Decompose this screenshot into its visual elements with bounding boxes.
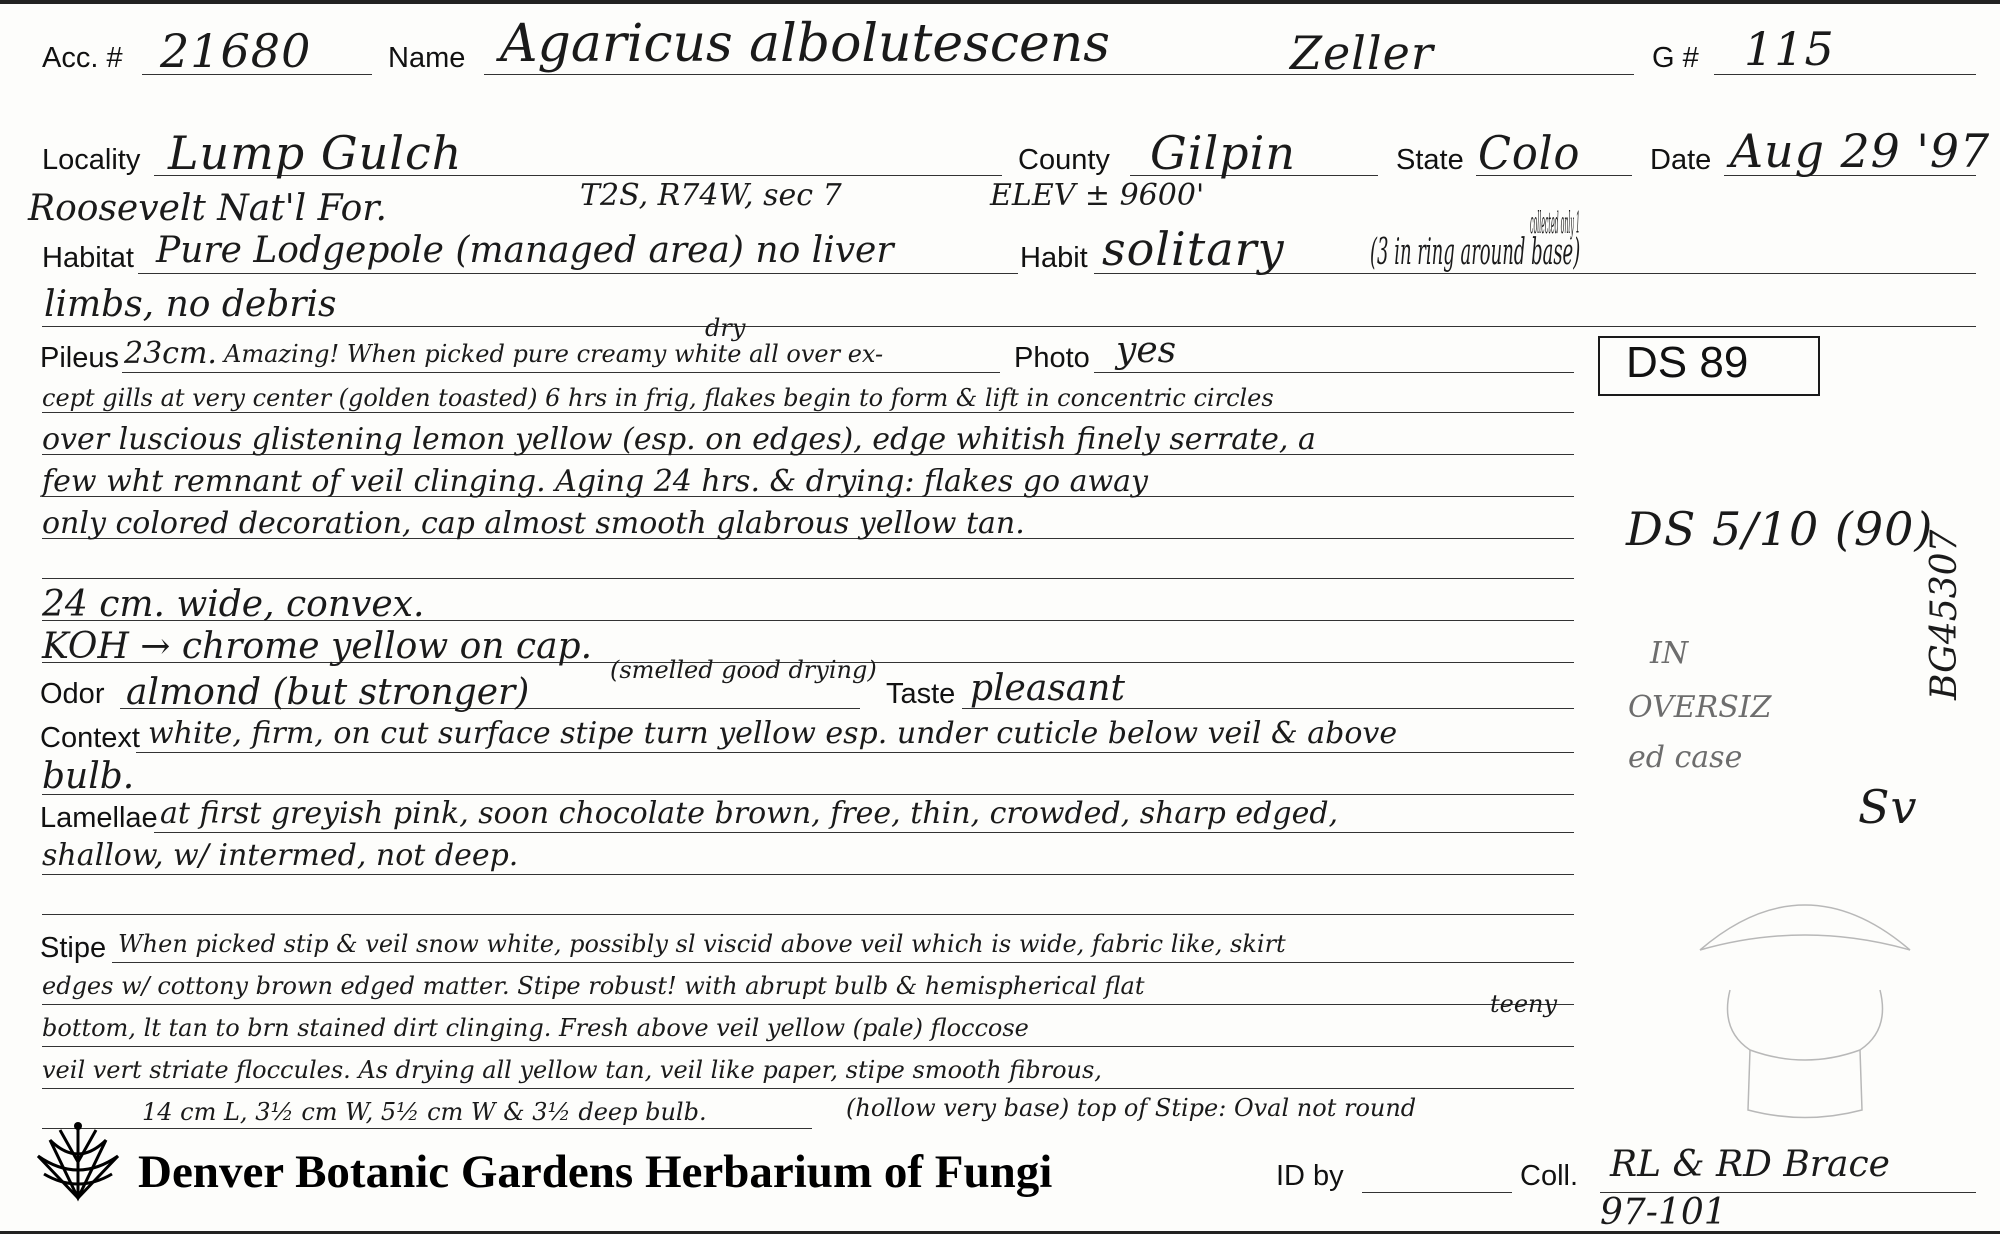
stipe-rule-3 — [42, 1046, 1574, 1047]
date-label: Date — [1650, 144, 1712, 176]
stipe-insert: teeny — [1490, 990, 1558, 1018]
name-value: Agaricus albolutescens — [500, 14, 1110, 74]
habit-paren: (3 in ring around base) — [1370, 232, 1581, 273]
name-rule — [484, 74, 1634, 75]
elevation-note: ELEV ± 9600' — [990, 178, 1205, 213]
habit-value: solitary — [1102, 222, 1285, 276]
stipe-note: (hollow very base) top of Stipe: Oval not round — [846, 1094, 1417, 1122]
ds510-note: DS 5/10 (90) — [1626, 502, 1934, 556]
lamellae-label: Lamellae — [40, 802, 158, 834]
pileus-rule — [122, 372, 1000, 373]
context-line-2: bulb. — [42, 756, 135, 797]
odor-value: almond (but stronger) — [126, 672, 530, 713]
taste-value: pleasant — [970, 668, 1125, 709]
taste-label: Taste — [886, 678, 956, 710]
pileus-line-4: few wht remnant of veil clinging. Aging 24 hrs. & drying: flakes go away — [42, 464, 1148, 499]
footer-title: Denver Botanic Gardens Herbarium of Fungi — [138, 1146, 1053, 1198]
context-line-1: white, firm, on cut surface stipe turn yellow esp. under cuticle below veil & above — [148, 716, 1398, 751]
photo-label: Photo — [1014, 342, 1090, 374]
coll-value: RL & RD Brace — [1610, 1144, 1890, 1185]
coll-label: Coll. — [1520, 1160, 1579, 1192]
stipe-line-4: veil vert striate floccules. As drying all yellow tan, veil like paper, stipe smooth fibrous, — [42, 1056, 1102, 1084]
stipe-rule-5 — [42, 1128, 812, 1129]
lamellae-rule-2 — [42, 874, 1574, 875]
county-label: County — [1018, 144, 1110, 176]
oversize-note-2: OVERSIZ — [1628, 690, 1772, 725]
barcode-number: BG45307 — [1924, 529, 1965, 700]
lamellae-rule — [154, 832, 1574, 833]
photo-value: yes — [1116, 330, 1177, 371]
lamellae-rule-3 — [42, 914, 1574, 915]
mushroom-sketch-icon — [1690, 880, 1920, 1130]
dbg-logo-icon — [30, 1118, 126, 1204]
pileus-line-3: over luscious glistening lemon yellow (esp. on edges), edge whitish finely serrate, a — [42, 422, 1316, 457]
stipe-line-2: edges w/ cottony brown edged matter. Stipe robust! with abrupt bulb & hemispherical flat — [42, 972, 1145, 1000]
odor-note: (smelled good drying) — [610, 656, 877, 684]
pileus-label: Pileus — [40, 342, 119, 374]
habitat-rule-2 — [42, 326, 1976, 327]
pileus-line-5: only colored decoration, cap almost smooth glabrous yellow tan. — [42, 506, 1025, 541]
pileus-rule-6 — [42, 578, 1574, 579]
habitat-value: Pure Lodgepole (managed area) no liver — [156, 230, 894, 271]
extra-line-1: 24 cm. wide, convex. — [42, 584, 425, 625]
pileus-rule-2 — [42, 412, 1574, 413]
id-by-rule — [1362, 1192, 1512, 1193]
lamellae-line-2: shallow, w/ intermed, not deep. — [42, 838, 519, 873]
acc-label: Acc. # — [42, 42, 123, 74]
pileus-line-2: cept gills at very center (golden toasted) 6 hrs in frig, flakes begin to form & lift in concentric circles — [42, 384, 1274, 412]
pileus-insert: dry — [705, 314, 746, 342]
habit-label: Habit — [1020, 242, 1088, 274]
stipe-line-5: 14 cm L, 3½ cm W, 5½ cm W & 3½ deep bulb. — [142, 1098, 707, 1126]
state-label: State — [1396, 144, 1464, 176]
initials-note: Sv — [1858, 780, 1918, 834]
habitat-label: Habitat — [42, 242, 134, 274]
habitat-rule — [138, 273, 1018, 274]
name-author: Zeller — [1290, 26, 1434, 80]
stipe-line-1: When picked stip & veil snow white, possibly sl viscid above veil which is wide, fabric like, skirt — [118, 930, 1286, 958]
stipe-label: Stipe — [40, 932, 107, 964]
habit-note-top: collected only 1 — [1530, 206, 1580, 241]
odor-label: Odor — [40, 678, 105, 710]
extra-line-2: KOH → chrome yellow on cap. — [42, 626, 593, 667]
g-value: 115 — [1744, 22, 1835, 76]
oversize-note-1: IN — [1650, 636, 1689, 671]
coll-number: 97-101 — [1600, 1192, 1727, 1233]
g-label: G # — [1652, 42, 1699, 74]
forest-note: Roosevelt Nat'l For. — [28, 188, 387, 229]
locality-value: Lump Gulch — [168, 126, 463, 180]
locality-label: Locality — [42, 144, 141, 176]
card-top-edge — [0, 0, 2000, 4]
acc-value: 21680 — [160, 24, 312, 78]
state-value: Colo — [1478, 126, 1581, 180]
stipe-rule — [112, 962, 1574, 963]
stipe-line-3: bottom, lt tan to brn stained dirt clinging. Fresh above veil yellow (pale) floccose — [42, 1014, 1029, 1042]
context-rule-2 — [42, 794, 1574, 795]
date-value: Aug 29 '97 — [1730, 124, 1991, 178]
context-rule — [136, 752, 1574, 753]
photo-rule — [1094, 372, 1574, 373]
stipe-rule-2 — [42, 1004, 1574, 1005]
id-by-label: ID by — [1276, 1160, 1344, 1192]
pileus-line-1: Amazing! When picked pure creamy white all over ex- — [224, 340, 884, 368]
county-value: Gilpin — [1150, 126, 1296, 180]
ds89-label: DS 89 — [1626, 338, 1749, 387]
name-label: Name — [388, 42, 466, 74]
pileus-size: 23cm. — [124, 336, 217, 371]
lamellae-line-1: at first greyish pink, soon chocolate brown, free, thin, crowded, sharp edged, — [160, 796, 1339, 831]
township-note: T2S, R74W, sec 7 — [580, 178, 842, 213]
oversize-note-3: ed case — [1628, 740, 1743, 775]
habitat-value-2: limbs, no debris — [44, 284, 337, 325]
stipe-rule-4 — [42, 1088, 1574, 1089]
context-label: Context — [40, 722, 140, 754]
